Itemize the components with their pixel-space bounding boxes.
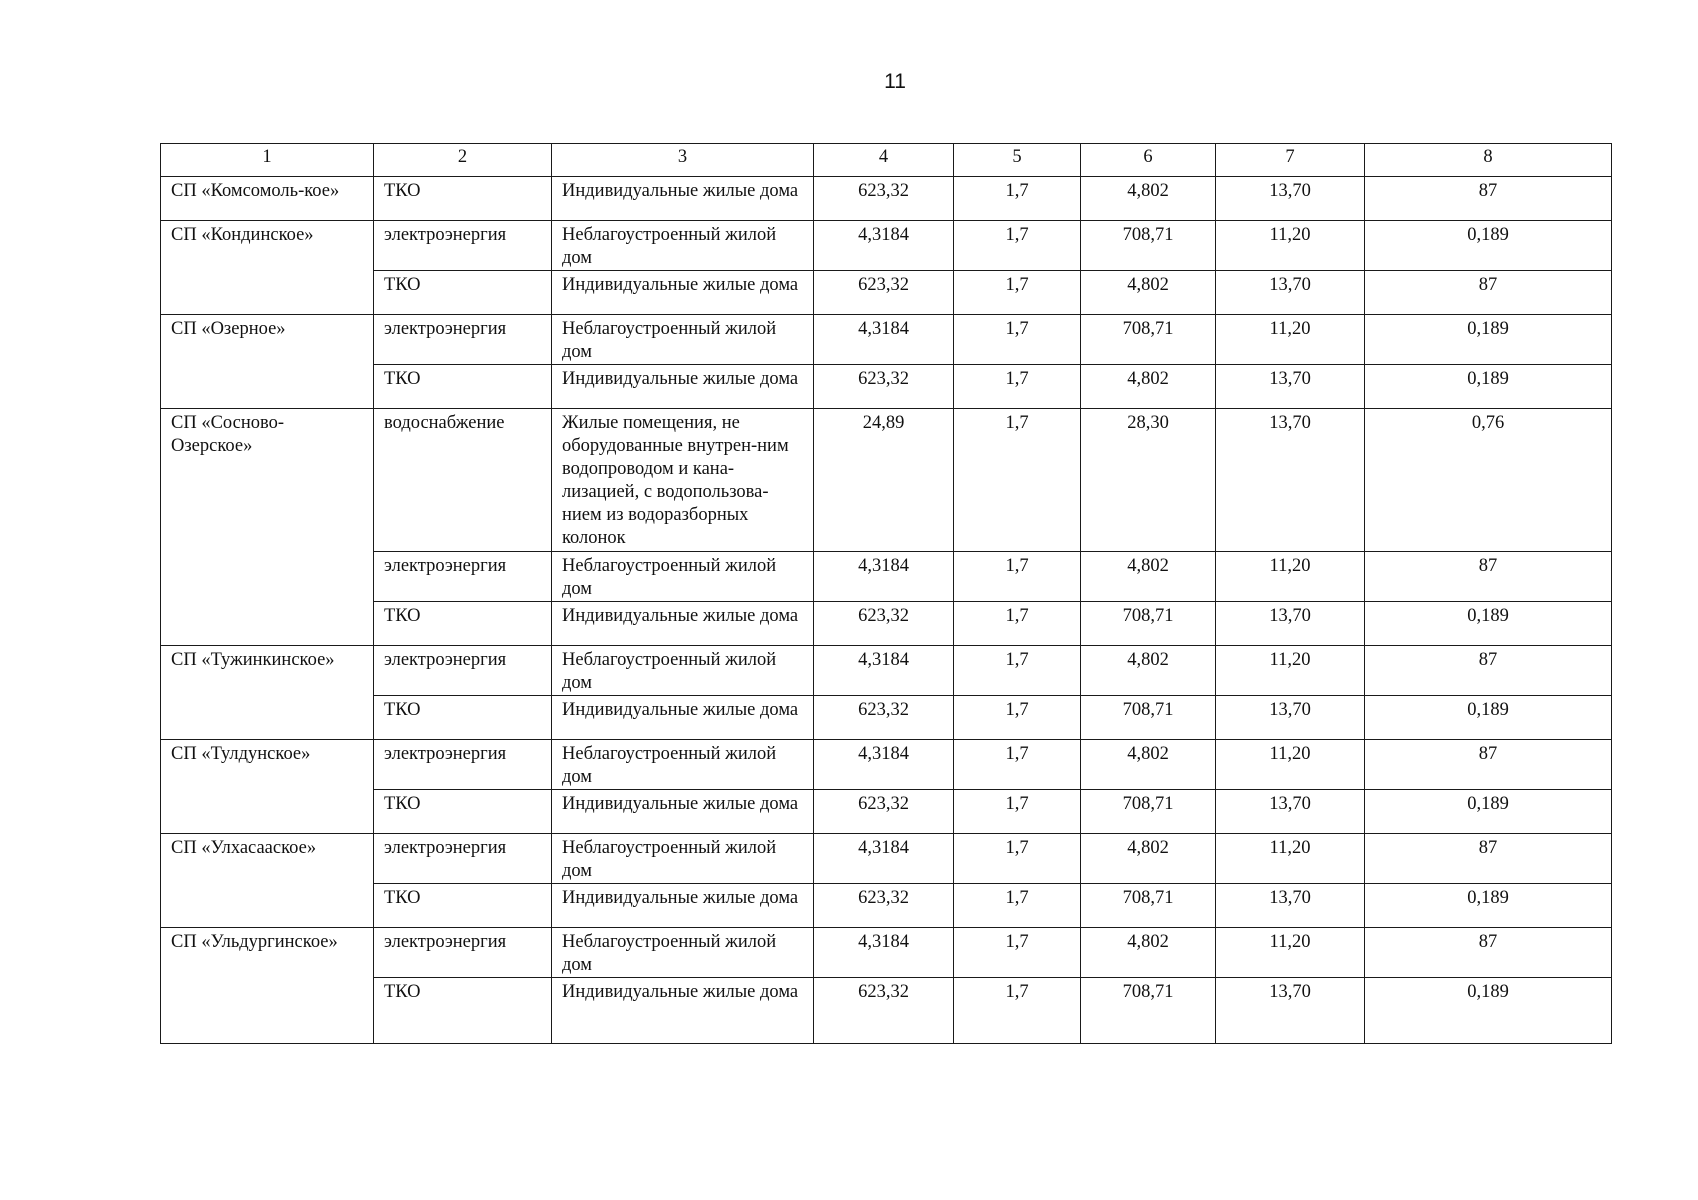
header-cell: 2 <box>374 144 552 177</box>
resource-cell: ТКО <box>374 365 552 409</box>
settlement-name-cell: СП «Кондинское» <box>161 221 374 315</box>
value-cell-5: 1,7 <box>954 221 1081 271</box>
value-cell-4: 623,32 <box>814 978 954 1044</box>
value-cell-5: 1,7 <box>954 315 1081 365</box>
settlement-name-cell: СП «Улхасаaское» <box>161 834 374 928</box>
value-cell-7: 11,20 <box>1216 552 1365 602</box>
value-cell-7: 11,20 <box>1216 928 1365 978</box>
value-cell-6: 4,802 <box>1081 271 1216 315</box>
value-cell-4: 4,3184 <box>814 834 954 884</box>
value-cell-8: 0,189 <box>1365 696 1612 740</box>
value-cell-6: 4,802 <box>1081 365 1216 409</box>
value-cell-5: 1,7 <box>954 928 1081 978</box>
header-cell: 1 <box>161 144 374 177</box>
value-cell-6: 4,802 <box>1081 646 1216 696</box>
resource-cell: ТКО <box>374 177 552 221</box>
value-cell-8: 0,189 <box>1365 315 1612 365</box>
value-cell-7: 11,20 <box>1216 315 1365 365</box>
resource-cell: электроэнергия <box>374 928 552 978</box>
resource-cell: электроэнергия <box>374 646 552 696</box>
table-row <box>161 978 1612 1044</box>
value-cell-4: 4,3184 <box>814 552 954 602</box>
table-row <box>161 602 1612 646</box>
value-cell-5: 1,7 <box>954 790 1081 834</box>
value-cell-6: 708,71 <box>1081 884 1216 928</box>
value-cell-8: 0,189 <box>1365 602 1612 646</box>
settlement-name-cell: СП «Тулдунское» <box>161 740 374 834</box>
table-row <box>161 696 1612 740</box>
settlement-name-cell: СП «Ульдургинское» <box>161 928 374 1044</box>
value-cell-7: 13,70 <box>1216 409 1365 552</box>
value-cell-7: 13,70 <box>1216 884 1365 928</box>
table-row <box>161 928 1612 978</box>
value-cell-6: 708,71 <box>1081 790 1216 834</box>
value-cell-4: 623,32 <box>814 696 954 740</box>
object-type-cell: Неблагоустроенный жилой дом <box>552 834 814 884</box>
resource-cell: ТКО <box>374 790 552 834</box>
object-type-cell: Индивидуальные жилые дома <box>552 884 814 928</box>
table-row <box>161 177 1612 221</box>
value-cell-5: 1,7 <box>954 552 1081 602</box>
value-cell-8: 0,76 <box>1365 409 1612 552</box>
value-cell-4: 4,3184 <box>814 221 954 271</box>
value-cell-8: 87 <box>1365 646 1612 696</box>
table-row <box>161 646 1612 696</box>
header-cell: 8 <box>1365 144 1612 177</box>
value-cell-4: 623,32 <box>814 884 954 928</box>
value-cell-7: 13,70 <box>1216 978 1365 1044</box>
page-number: 11 <box>884 70 906 93</box>
tariff-table <box>160 143 1612 1044</box>
value-cell-7: 11,20 <box>1216 646 1365 696</box>
header-cell: 3 <box>552 144 814 177</box>
object-type-cell: Неблагоустроенный жилой дом <box>552 928 814 978</box>
value-cell-4: 4,3184 <box>814 315 954 365</box>
object-type-cell: Неблагоустроенный жилой дом <box>552 646 814 696</box>
object-type-cell: Индивидуальные жилые дома <box>552 696 814 740</box>
value-cell-4: 623,32 <box>814 790 954 834</box>
resource-cell: ТКО <box>374 884 552 928</box>
header-cell: 5 <box>954 144 1081 177</box>
value-cell-5: 1,7 <box>954 602 1081 646</box>
object-type-cell: Индивидуальные жилые дома <box>552 602 814 646</box>
table-row <box>161 315 1612 365</box>
value-cell-5: 1,7 <box>954 696 1081 740</box>
value-cell-6: 708,71 <box>1081 221 1216 271</box>
value-cell-8: 0,189 <box>1365 884 1612 928</box>
object-type-cell: Индивидуальные жилые дома <box>552 177 814 221</box>
object-type-cell: Жилые помещения, не оборудованные внутрен-ним водопроводом и кана-лизацией, с водопользова-нием из водоразборных колонок <box>552 409 814 552</box>
value-cell-5: 1,7 <box>954 884 1081 928</box>
value-cell-8: 0,189 <box>1365 221 1612 271</box>
object-type-cell: Индивидуальные жилые дома <box>552 365 814 409</box>
object-type-cell: Неблагоустроенный жилой дом <box>552 740 814 790</box>
value-cell-8: 87 <box>1365 834 1612 884</box>
table-row <box>161 790 1612 834</box>
table-row <box>161 271 1612 315</box>
value-cell-4: 24,89 <box>814 409 954 552</box>
value-cell-5: 1,7 <box>954 834 1081 884</box>
table-row <box>161 834 1612 884</box>
value-cell-6: 708,71 <box>1081 696 1216 740</box>
table-header-row <box>161 144 1612 177</box>
value-cell-6: 4,802 <box>1081 928 1216 978</box>
table-row <box>161 552 1612 602</box>
value-cell-5: 1,7 <box>954 365 1081 409</box>
value-cell-5: 1,7 <box>954 978 1081 1044</box>
object-type-cell: Индивидуальные жилые дома <box>552 790 814 834</box>
value-cell-8: 87 <box>1365 177 1612 221</box>
header-cell: 6 <box>1081 144 1216 177</box>
table-row <box>161 221 1612 271</box>
resource-cell: ТКО <box>374 978 552 1044</box>
resource-cell: электроэнергия <box>374 740 552 790</box>
value-cell-6: 708,71 <box>1081 602 1216 646</box>
value-cell-7: 13,70 <box>1216 602 1365 646</box>
value-cell-4: 623,32 <box>814 177 954 221</box>
resource-cell: электроэнергия <box>374 221 552 271</box>
value-cell-8: 87 <box>1365 552 1612 602</box>
value-cell-5: 1,7 <box>954 177 1081 221</box>
value-cell-6: 4,802 <box>1081 740 1216 790</box>
object-type-cell: Неблагоустроенный жилой дом <box>552 552 814 602</box>
settlement-name-cell: СП «Тужинкинское» <box>161 646 374 740</box>
value-cell-7: 13,70 <box>1216 790 1365 834</box>
value-cell-4: 623,32 <box>814 271 954 315</box>
resource-cell: ТКО <box>374 696 552 740</box>
value-cell-6: 4,802 <box>1081 552 1216 602</box>
value-cell-8: 0,189 <box>1365 978 1612 1044</box>
value-cell-7: 13,70 <box>1216 177 1365 221</box>
table-row <box>161 409 1612 552</box>
value-cell-4: 623,32 <box>814 365 954 409</box>
resource-cell: электроэнергия <box>374 552 552 602</box>
value-cell-7: 11,20 <box>1216 221 1365 271</box>
value-cell-7: 13,70 <box>1216 271 1365 315</box>
value-cell-6: 4,802 <box>1081 834 1216 884</box>
value-cell-8: 87 <box>1365 928 1612 978</box>
value-cell-8: 0,189 <box>1365 365 1612 409</box>
settlement-name-cell: СП «Озерное» <box>161 315 374 409</box>
value-cell-7: 11,20 <box>1216 740 1365 790</box>
object-type-cell: Индивидуальные жилые дома <box>552 978 814 1044</box>
value-cell-7: 13,70 <box>1216 696 1365 740</box>
object-type-cell: Неблагоустроенный жилой дом <box>552 315 814 365</box>
resource-cell: электроэнергия <box>374 315 552 365</box>
value-cell-6: 708,71 <box>1081 978 1216 1044</box>
value-cell-8: 0,189 <box>1365 790 1612 834</box>
value-cell-7: 13,70 <box>1216 365 1365 409</box>
resource-cell: ТКО <box>374 602 552 646</box>
value-cell-5: 1,7 <box>954 740 1081 790</box>
value-cell-6: 4,802 <box>1081 177 1216 221</box>
value-cell-8: 87 <box>1365 271 1612 315</box>
object-type-cell: Неблагоустроенный жилой дом <box>552 221 814 271</box>
header-cell: 4 <box>814 144 954 177</box>
resource-cell: электроэнергия <box>374 834 552 884</box>
resource-cell: водоснабжение <box>374 409 552 552</box>
value-cell-6: 28,30 <box>1081 409 1216 552</box>
value-cell-5: 1,7 <box>954 409 1081 552</box>
value-cell-8: 87 <box>1365 740 1612 790</box>
value-cell-5: 1,7 <box>954 271 1081 315</box>
settlement-name-cell: СП «Комсомоль-кое» <box>161 177 374 221</box>
header-cell: 7 <box>1216 144 1365 177</box>
value-cell-4: 623,32 <box>814 602 954 646</box>
table-row <box>161 884 1612 928</box>
value-cell-4: 4,3184 <box>814 646 954 696</box>
settlement-name-cell: СП «Сосново-Озерское» <box>161 409 374 646</box>
table-body <box>161 144 1612 1044</box>
value-cell-4: 4,3184 <box>814 740 954 790</box>
value-cell-7: 11,20 <box>1216 834 1365 884</box>
object-type-cell: Индивидуальные жилые дома <box>552 271 814 315</box>
value-cell-6: 708,71 <box>1081 315 1216 365</box>
resource-cell: ТКО <box>374 271 552 315</box>
table-row <box>161 365 1612 409</box>
value-cell-5: 1,7 <box>954 646 1081 696</box>
value-cell-4: 4,3184 <box>814 928 954 978</box>
table-row <box>161 740 1612 790</box>
